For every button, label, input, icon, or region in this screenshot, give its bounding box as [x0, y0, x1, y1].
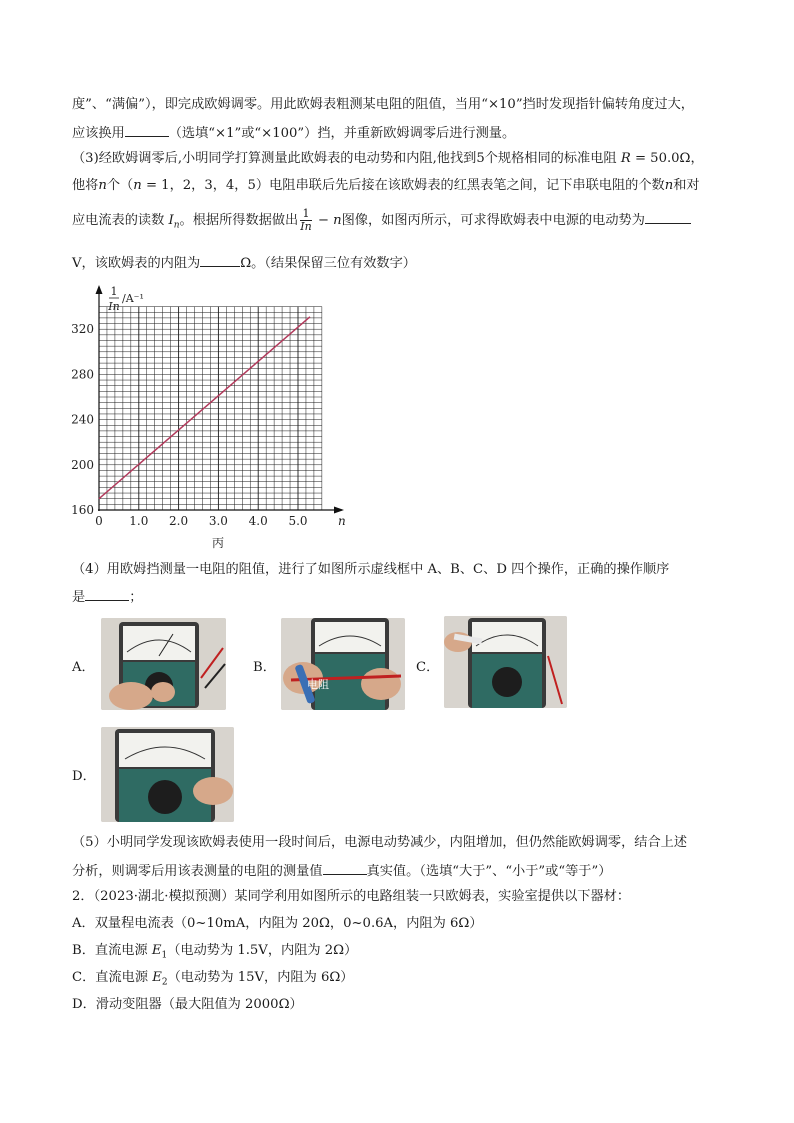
q1-part3-line3: 应电流表的读数 $I_n$。根据所得数据做出 $\frac{1}{In}$ − n图像，如图丙所示，可求得欧姆表中电源的电动势为 — [72, 208, 691, 236]
x-tick-label: 2.0 — [169, 514, 189, 528]
chart-grid — [99, 307, 322, 510]
y-tick-label: 160 — [71, 503, 94, 517]
photo-b-resistor-label: 电阻 — [307, 678, 329, 691]
x-tick-label: 1.0 — [129, 514, 149, 528]
answer-blank-resistance[interactable] — [200, 252, 240, 267]
q1-part3-line1: （3)经欧姆调零后,小明同学打算测量此欧姆表的电动势和内阻,他找到5个规格相同的标准电阻 R = 50.0Ω， — [72, 151, 704, 166]
option-a-label: A． — [72, 660, 95, 675]
q1-part4-line2: 是 ； — [72, 586, 142, 608]
y-axis-label-numerator: 1 — [110, 285, 118, 298]
answer-blank-emf[interactable] — [645, 209, 691, 224]
option-d-label: D． — [72, 769, 96, 784]
multimeter-photo-d — [101, 727, 234, 822]
chart-caption: 丙 — [211, 536, 225, 550]
q2-option-a: A．双量程电流表（0~10mA，内阻为 20Ω，0~0.6A，内阻为 6Ω） — [72, 916, 483, 931]
q1-part5-line1: （5）小明同学发现该欧姆表使用一段时间后，电源电动势减少，内阻增加，但仍然能欧姆调零，结合上述 — [72, 835, 688, 850]
q2-intro: 2．（2023·湖北·模拟预测）某同学利用如图所示的电路组装一只欧姆表，实验室提供以下器材： — [72, 889, 631, 904]
multimeter-photo-a — [101, 618, 226, 710]
y-tick-label: 240 — [71, 412, 94, 427]
q1-part3-line2: 他将n个（n = 1，2，3，4，5）电阻串联后先后接在该欧姆表的红黑表笔之间，记下串联电阻的个数n和对 — [72, 178, 700, 193]
q2-option-d: D．滑动变阻器（最大阻值为 2000Ω） — [72, 997, 303, 1012]
graph-bing — [68, 283, 368, 558]
q1-part5-line2: 分析，则调零后用该表测量的电阻的测量值 真实值。（选填“大于”、“小于”或“等于”） — [72, 860, 611, 882]
q2-option-b: B．直流电源 $E_1$（电动势为 1.5V，内阻为 2Ω） — [72, 943, 358, 961]
answer-blank-order[interactable] — [85, 586, 129, 601]
option-d-photo — [101, 727, 234, 822]
answer-blank-range[interactable] — [125, 122, 169, 137]
x-tick-label: 3.0 — [208, 514, 228, 528]
x-axis-arrow — [334, 507, 344, 514]
y-axis-arrow — [96, 285, 103, 294]
y-axis-label-unit: /A⁻¹ — [122, 292, 144, 305]
q1-part3-line4: V，该欧姆表的内阻为 Ω。（结果保留三位有效数字） — [72, 252, 416, 274]
option-c-label: C． — [416, 660, 440, 675]
option-c-photo — [444, 616, 567, 708]
q2-option-c: C．直流电源 $E_2$（电动势为 15V，内阻为 6Ω） — [72, 970, 354, 988]
x-axis-label: n — [338, 514, 346, 528]
x-origin-label: 0 — [95, 514, 103, 528]
answer-blank-compare[interactable] — [323, 860, 367, 875]
multimeter-photo-b — [281, 618, 405, 710]
y-tick-label: 280 — [71, 367, 94, 382]
option-a-photo — [101, 618, 226, 710]
y-tick-label: 200 — [71, 457, 94, 472]
y-axis-label-denominator: In — [108, 300, 120, 313]
q1-part4-line1: （4）用欧姆挡测量一电阻的阻值，进行了如图所示虚线框中 A、B、C、D 四个操作，正确的操作顺序 — [72, 562, 670, 577]
y-tick-label: 320 — [71, 322, 94, 337]
option-b-photo — [281, 618, 405, 710]
fraction-1-over-In: $\frac{1}{In}$ — [300, 207, 312, 233]
option-b-label: B． — [253, 660, 276, 675]
x-tick-label: 4.0 — [248, 514, 268, 528]
q1-line1: 度”、“满偏”），即完成欧姆调零。用此欧姆表粗测某电阻的阻值，当用“×10”挡时发现指针偏转角度过大， — [72, 97, 694, 112]
x-tick-label: 5.0 — [288, 514, 308, 528]
q1-line2: 应该换用 （选填“×1”或“×100”）挡，并重新欧姆调零后进行测量。 — [72, 122, 515, 144]
multimeter-photo-c — [444, 616, 567, 708]
